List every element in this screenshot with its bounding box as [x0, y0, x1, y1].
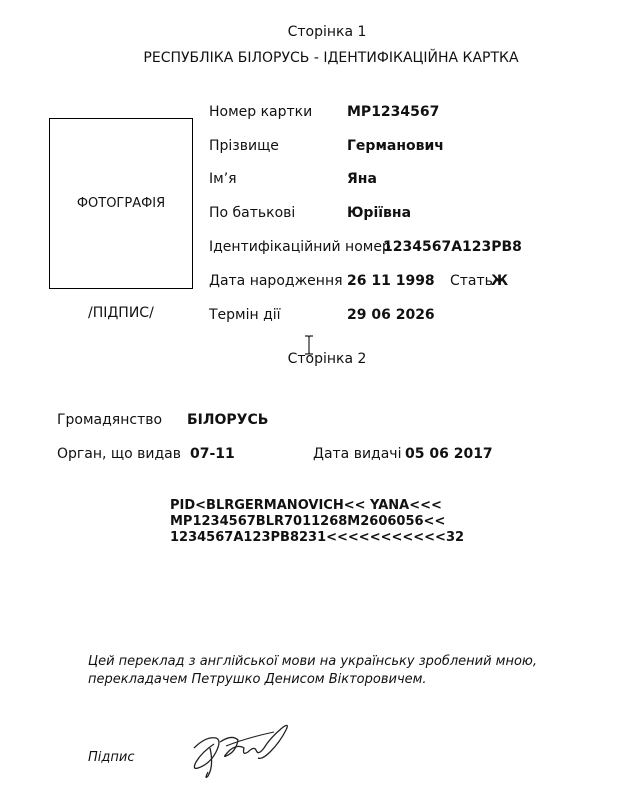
issue-date-label: Дата видачі — [313, 446, 402, 462]
id-number-label: Ідентифікаційний номер — [209, 239, 391, 255]
translator-note — [88, 653, 537, 689]
sex-label: Стать — [450, 273, 493, 289]
translator-note-line: перекладачем Петрушко Денисом Вікторовичем. — [88, 672, 427, 687]
card-number-value: MP1234567 — [347, 104, 440, 120]
patronymic-value: Юріївна — [347, 205, 412, 221]
expiry-value: 29 06 2026 — [347, 307, 435, 323]
surname-label: Прізвище — [209, 138, 279, 154]
birth-date-label: Дата народження — [209, 273, 343, 289]
mrz-line: 1234567A123PB8231<<<<<<<<<<<32 — [170, 530, 465, 545]
sex-value: Ж — [491, 273, 509, 289]
name-label: Ім’я — [209, 171, 237, 187]
photo-label: ФОТОГРАФІЯ — [76, 196, 166, 211]
expiry-label: Термін дії — [209, 307, 281, 323]
photo-placeholder — [49, 118, 193, 289]
authority-label: Орган, що видав — [57, 446, 181, 462]
citizenship-value: БІЛОРУСЬ — [187, 412, 269, 428]
handwritten-signature-icon — [186, 718, 296, 780]
translator-note-line: Цей переклад з англійської мови на українську зроблений мною, — [88, 654, 538, 669]
id-number-value: 1234567A123PB8 — [383, 239, 522, 255]
birth-date-value: 26 11 1998 — [347, 273, 435, 289]
issue-date-value: 05 06 2017 — [405, 446, 493, 462]
page-1-heading: Сторінка 1 — [287, 24, 367, 40]
signature-label: /ПІДПИС/ — [88, 305, 154, 321]
signature-caption: Підпис — [88, 750, 135, 765]
card-title: РЕСПУБЛІКА БІЛОРУСЬ - ІДЕНТИФІКАЦІЙНА КАРТКА — [143, 50, 519, 66]
patronymic-label: По батькові — [209, 205, 296, 221]
card-number-label: Номер картки — [209, 104, 313, 120]
authority-value: 07-11 — [190, 446, 235, 462]
mrz-line: PID<BLRGERMANOVICH<< YANA<<< — [170, 498, 442, 513]
page-2-heading: Сторінка 2 — [287, 351, 367, 367]
surname-value: Германович — [347, 138, 444, 154]
mrz-line: MP1234567BLR7011268M2606056<< — [170, 514, 446, 529]
mrz-block — [170, 498, 464, 546]
name-value: Яна — [347, 171, 377, 187]
citizenship-label: Громадянство — [57, 412, 163, 428]
